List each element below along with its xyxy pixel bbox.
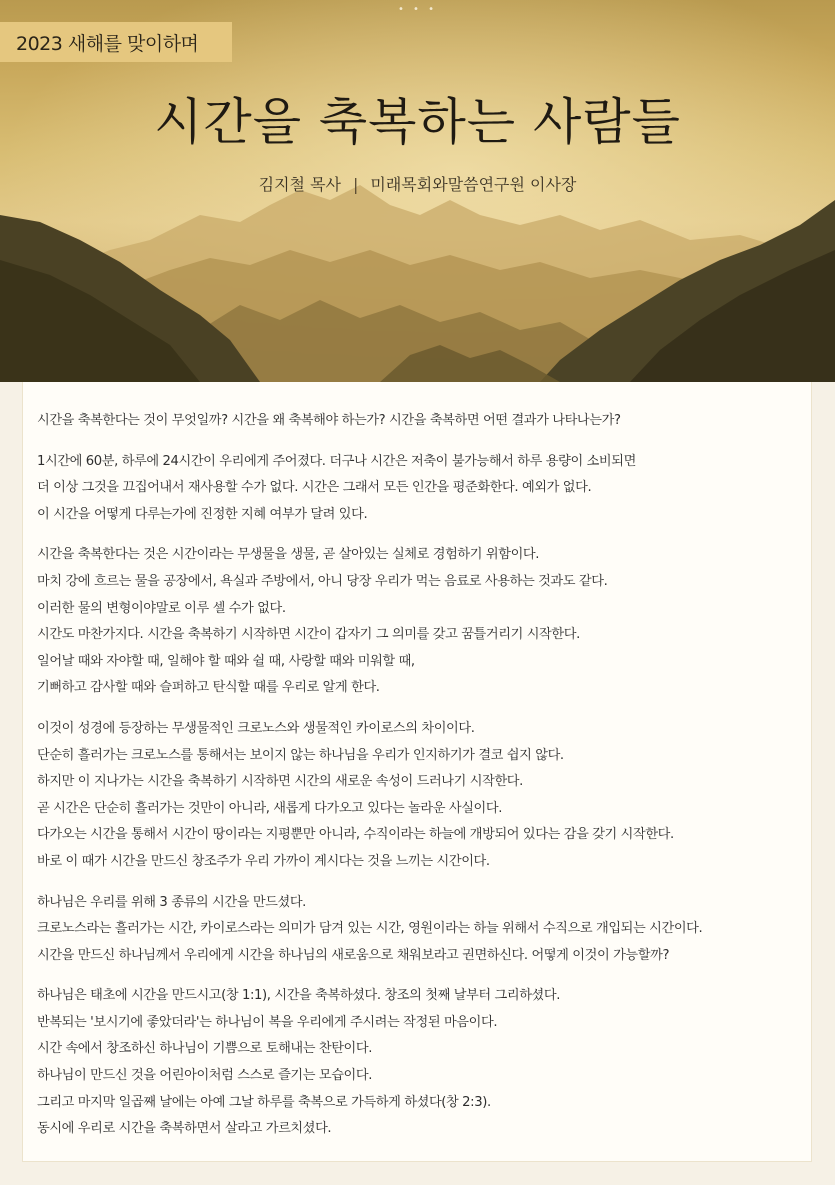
author-affiliation: 미래목회와말씀연구원 이사장 — [370, 175, 577, 194]
text-line: 하나님은 태초에 시간을 만드시고(창 1:1), 시간을 축복하셨다. 창조의 첫째 날부터 그리하셨다. — [37, 988, 561, 1004]
text-line: 시간도 마찬가지다. 시간을 축복하기 시작하면 시간이 갑자기 그 의미를 갖고 꿈틀거리기 시작한다. — [37, 627, 580, 643]
paragraph — [37, 408, 811, 435]
text-line: 기뻐하고 감사할 때와 슬퍼하고 탄식할 때를 우리로 알게 한다. — [37, 680, 380, 696]
text-line: 반복되는 '보시기에 좋았더라'는 하나님이 복을 우리에게 주시려는 작정된 마음이다. — [37, 1014, 498, 1030]
text-line: 하나님은 우리를 위해 3 종류의 시간을 만드셨다. — [37, 894, 306, 910]
text-line: 더 이상 그것을 끄집어내서 재사용할 수가 없다. 시간은 그래서 모든 인간을 평준화한다. 예외가 없다. — [37, 480, 592, 496]
text-line: 시간 속에서 창조하신 하나님이 기쁨으로 토해내는 찬탄이다. — [37, 1041, 373, 1057]
text-line: 시간을 축복한다는 것이 무엇일까? 시간을 왜 축복해야 하는가? 시간을 축복하면 어떤 결과가 나타나는가? — [37, 413, 621, 428]
text-line: 이 시간을 어떻게 다루는가에 진정한 지혜 여부가 달려 있다. — [37, 506, 368, 522]
text-line: 이것이 성경에 등장하는 무생물적인 크로노스와 생물적인 카이로스의 차이이다. — [37, 720, 475, 736]
hero-banner — [0, 0, 835, 382]
text-line: 시간을 축복한다는 것은 시간이라는 무생물을 생물, 곧 살아있는 실체로 경험하기 위함이다. — [37, 547, 540, 563]
article-body — [22, 382, 812, 1162]
text-line: 그리고 마지막 일곱째 날에는 아예 그날 하루를 축복으로 가득하게 하셨다(창 2:3). — [37, 1094, 491, 1110]
text-line: 단순히 흘러가는 크로노스를 통해서는 보이지 않는 하나님을 우리가 인지하기가 결코 쉽지 않다. — [37, 747, 564, 763]
section-tag: 2023 새해를 맞이하며 — [0, 22, 232, 62]
paragraph — [37, 983, 811, 1143]
text-line: 시간을 만드신 하나님께서 우리에게 시간을 하나님의 새로움으로 채워보라고 권면하신다. 어떻게 이것이 가능할까? — [37, 947, 670, 963]
text-line: 하나님이 만드신 것을 어린아이처럼 스스로 즐기는 모습이다. — [37, 1068, 373, 1084]
text-line: 마치 강에 흐르는 물을 공장에서, 욕실과 주방에서, 아니 당장 우리가 먹는 음료로 사용하는 것과도 같다. — [37, 573, 608, 589]
paragraph — [37, 716, 811, 876]
text-line: 이러한 물의 변형이야말로 이루 셀 수가 없다. — [37, 600, 286, 616]
page-title: 시간을 축복하는 사람들 — [154, 93, 681, 151]
text-line: 하지만 이 지나가는 시간을 축복하기 시작하면 시간의 새로운 속성이 드러나기 시작한다. — [37, 774, 523, 790]
text-line: 1시간에 60분, 하루에 24시간이 우리에게 주어졌다. 더구나 시간은 저축이 불가능해서 하루 용량이 소비되면 — [37, 453, 636, 469]
text-line: 바로 이 때가 시간을 만드신 창조주가 우리 가까이 계시다는 것을 느끼는 시간이다. — [37, 853, 490, 869]
paragraph — [37, 890, 811, 970]
text-line: 다가오는 시간을 통해서 시간이 땅이라는 지평뿐만 아니라, 수직이라는 하늘에 개방되어 있다는 감을 갖기 시작한다. — [37, 827, 674, 843]
paragraph — [37, 449, 811, 529]
text-line: 곧 시간은 단순히 흘러가는 것만이 아니라, 새롭게 다가오고 있다는 놀라운 사실이다. — [37, 800, 503, 816]
paragraph — [37, 542, 811, 702]
text-line: 일어날 때와 자야할 때, 일해야 할 때와 쉴 때, 사랑할 때와 미워할 때, — [37, 653, 415, 669]
byline-separator: | — [352, 175, 359, 194]
text-line: 크로노스라는 흘러가는 시간, 카이로스라는 의미가 담겨 있는 시간, 영원이라는 하늘 위해서 수직으로 개입되는 시간이다. — [37, 921, 703, 937]
pagination-dots: • • • — [397, 4, 438, 15]
text-line: 동시에 우리로 시간을 축복하면서 살라고 가르치셨다. — [37, 1121, 332, 1137]
author-name: 김지철 목사 — [258, 175, 341, 194]
byline — [0, 172, 835, 195]
